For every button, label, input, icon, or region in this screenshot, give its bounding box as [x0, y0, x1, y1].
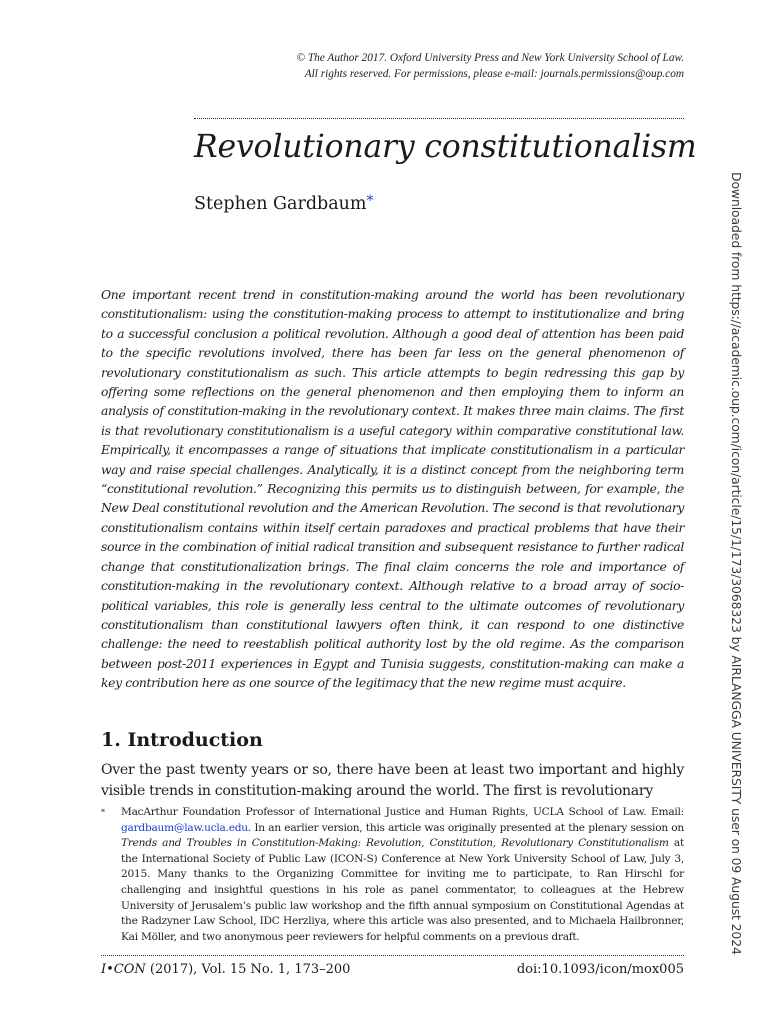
copyright-notice: [124, 51, 684, 82]
journal-name: I•CON: [101, 962, 146, 977]
footnote-text-1: MacArthur Foundation Professor of International Justice and Human Rights, UCLA School of Law. Email:: [121, 806, 684, 818]
author-name: Stephen Gardbaum: [194, 194, 367, 214]
section-heading-introduction: 1. Introduction: [101, 729, 263, 751]
footnote-marker: *: [101, 808, 105, 817]
abstract: One important recent trend in constitution-making around the world has been revolutionary constitutionalism: using the constitution-making process to attempt to institutionalize and bring to a successful conclusion a political revolution. Although a good deal of attention has been paid to the specific revolutions involved, there has been far less on the general phenomenon of revolutionary constitutionalism as such. This article attempts to begin redressing this gap by offering some reflections on the general phenomenon and then employing them to inform an analysis of constitution-making in the revolutionary context. It makes three main claims. The first is that revolutionary constitutionalism is a useful category within comparative constitutional law. Empirically, it encompasses a range of situations that implicate constitutionalism in a particular way and raise special challenges. Analytically, it is a distinct concept from the neighboring term “constitutional revolution.” Recognizing this permits us to distinguish between, for example, the New Deal constitutional revolution and the American Revolution. The second is that revolutionary constitutionalism contains within itself certain paradoxes and practical problems that have their source in the combination of initial radical transition and subsequent resistance to further radical change that constitutionalization brings. The final claim concerns the role and importance of constitution-making in the revolutionary context. Although relative to a broad array of socio-political variables, this role is generally less central to the ultimate outcomes of revolutionary constitutionalism than constitutional lawyers often think, it can respond to one distinctive challenge: the need to reestablish political authority lost by the old regime. As the comparison between post-2011 experiences in Egypt and Tunisia suggests, constitution-making can make a key contribution here as one source of the legitimacy that the new regime must acquire.: [101, 288, 684, 691]
author-line: [194, 189, 374, 216]
body-paragraph: Over the past twenty years or so, there have been at least two important and highly visible trends in constitution-making around the world. The first is revolutionary: [101, 762, 684, 799]
footer-dotted-rule: [101, 955, 684, 956]
author-footnote-link[interactable]: *: [366, 193, 374, 209]
doi[interactable]: doi:10.1093/icon/mox005: [516, 962, 684, 977]
download-watermark: Downloaded from https://academic.oup.com/icon/article/15/1/173/3068323 by AIRLANGGA UNIVERSITY user on 09 August 2024: [729, 172, 744, 955]
footnote-text-2: . In an earlier version, this article was originally presented at the plenary session on: [247, 821, 684, 834]
journal-citation: [101, 961, 350, 979]
author-footnote: [101, 805, 684, 945]
article-title: Revolutionary constitutionalism: [194, 129, 697, 165]
journal-volume: (2017), Vol. 15 No. 1, 173–200: [145, 962, 351, 977]
copyright-line-2: All rights reserved. For permissions, please e-mail: journals.permissions@oup.com: [304, 67, 684, 80]
copyright-line-1: © The Author 2017. Oxford University Press and New York University School of Law.: [296, 52, 684, 64]
footnote-body: [121, 805, 684, 945]
footnote-italic-title: Trends and Troubles in Constitution-Making: Revolution, Constitution, Revolutionary Constitutionalism: [121, 837, 669, 850]
header-dotted-rule: [194, 118, 684, 119]
footnote-text-3: at the International Society of Public Law (ICON-S) Conference at New York University School of Law, July 3, 2015. Many thanks to the Organizing Committee for inviting me to participate, to Ran Hirschl for challenging and insightful questions in his role as panel commentator, to colleagues at the Hebrew University of Jerusalem’s public law workshop and the fifth annual symposium on Constitutional Agendas at the Radzyner Law School, IDC Herzliya, where this article was also presented, and to Michaela Hailbronner, Kai Möller, and two anonymous peer reviewers for helpful comments on a previous draft.: [121, 837, 684, 943]
email-link[interactable]: gardbaum@law.ucla.edu: [121, 821, 248, 834]
